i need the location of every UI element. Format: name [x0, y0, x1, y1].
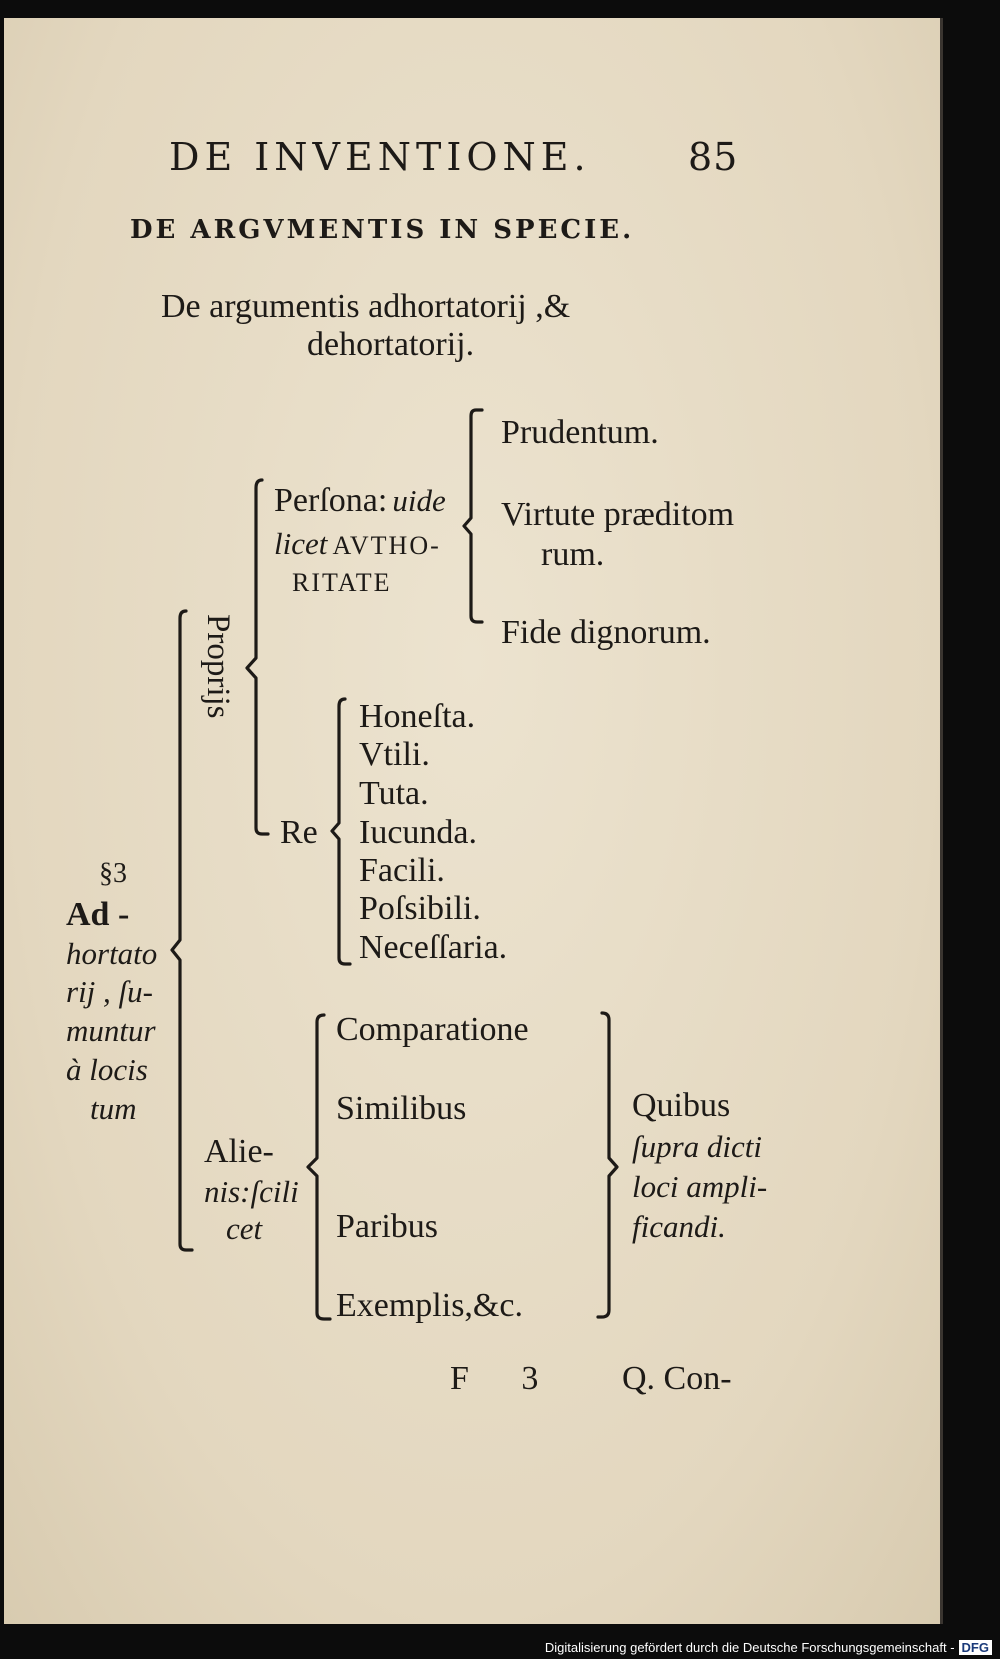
proprijs-label: Proprijs: [200, 614, 236, 719]
book-page: [4, 18, 943, 1624]
root-line-4: muntur: [66, 1013, 156, 1048]
re-item-iucunda: Iucunda.: [359, 814, 478, 851]
re-item-honesta: Honeſta.: [359, 698, 476, 735]
digitization-credit: [545, 1640, 992, 1655]
alienis-line-2: nis:ſcili: [204, 1174, 299, 1209]
alienis-brace: [308, 1015, 330, 1319]
root-brace: [172, 611, 192, 1250]
alienis-item-comparatione: Comparatione: [336, 1011, 529, 1048]
persona-item-virtute-cont: rum.: [541, 536, 605, 573]
re-brace: [332, 699, 350, 964]
alienis-line-1: Alie-: [204, 1133, 274, 1170]
section-title: DE ARGVMENTIS IN SPECIE.: [130, 215, 635, 245]
re-item-possibili: Poſsibili.: [359, 890, 481, 927]
proprijs-brace: [247, 480, 268, 834]
persona-item-prudentum: Prudentum.: [501, 414, 659, 451]
persona-brace: [464, 410, 482, 622]
alienis-item-similibus: Similibus: [336, 1090, 467, 1127]
credit-text: Digitalisierung gefördert durch die Deutsche Forschungsgemeinschaft -: [544, 1640, 955, 1655]
re-item-facili: Facili.: [359, 852, 445, 889]
re-item-necessaria: Neceſſaria.: [359, 929, 508, 966]
signature-mark: F 3: [450, 1360, 561, 1397]
root-line-1: Ad -: [66, 896, 130, 933]
persona-item-fide: Fide dignorum.: [501, 614, 711, 651]
page-number: 85: [688, 135, 739, 179]
alienis-item-paribus: Paribus: [336, 1208, 438, 1245]
root-line-3: rij , ſu-: [66, 974, 153, 1009]
subtitle-line-2: dehortatorij.: [307, 326, 475, 363]
root-line-6: tum: [90, 1091, 137, 1126]
root-line-2: hortato: [66, 936, 158, 971]
persona-label-roman: Perſona:: [274, 482, 388, 519]
persona-autho: AVTHO-: [332, 531, 441, 560]
persona-licet: licet: [274, 526, 328, 561]
persona-label: [274, 484, 446, 518]
note-line-4: ficandi.: [632, 1209, 726, 1244]
note-line-3: loci ampli-: [632, 1169, 768, 1204]
root-number: §3: [99, 858, 127, 889]
alienis-item-exemplis: Exemplis,&c.: [336, 1287, 523, 1324]
dfg-logo: DFG: [959, 1640, 992, 1655]
note-line-2: ſupra dicti: [632, 1129, 763, 1164]
note-brace: [598, 1013, 617, 1317]
alienis-line-3: cet: [226, 1211, 263, 1246]
re-label: Re: [280, 814, 318, 851]
catchword: Q. Con-: [622, 1360, 732, 1397]
persona-ritate: RITATE: [292, 568, 392, 597]
re-item-tuta: Tuta.: [359, 775, 429, 812]
running-title: DE INVENTIONE.: [169, 135, 591, 179]
re-item-utili: Vtili.: [359, 736, 430, 773]
subtitle-line-1: De argumentis adhortatorij ,&: [161, 288, 571, 325]
note-line-1: Quibus: [632, 1087, 731, 1124]
root-line-5: à locis: [66, 1052, 148, 1087]
persona-item-virtute: Virtute præditom: [501, 496, 735, 533]
persona-label-line-2: [274, 528, 441, 559]
persona-label-italic: uide: [392, 483, 446, 518]
